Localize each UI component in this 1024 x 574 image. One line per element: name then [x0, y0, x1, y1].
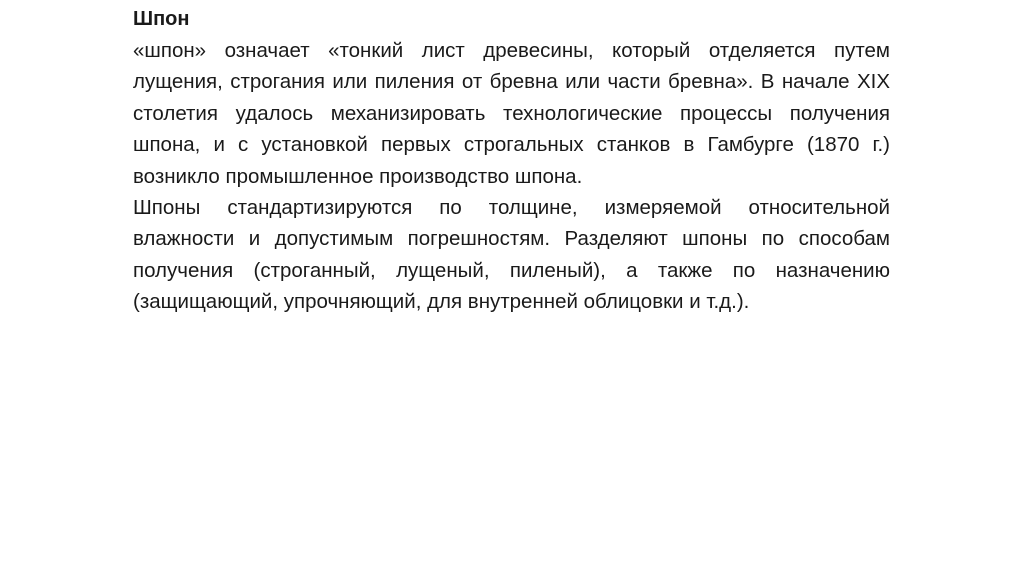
slide-title: Шпон [133, 8, 190, 30]
slide-content [133, 4, 890, 318]
paragraph-standards: Шпоны стандартизируются по толщине, измеряемой относительной влажности и допустимым погрешностям. Разделяют шпоны по способам получения (строганный, лущеный, пиленый), а также по назначению (защищающий, упрочняющий, для внутренней облицовки и т.д.). [133, 196, 890, 314]
paragraph-definition: «шпон» означает «тонкий лист древесины, который отделяется путем лущения, строгания или пиления от бревна или части бревна». В начале XIX столетия удалось механизировать технологические процессы получения шпона, и с установкой первых строгальных станков в Гамбурге (1870 г.) возникло промышленное производство шпона. [133, 39, 890, 188]
